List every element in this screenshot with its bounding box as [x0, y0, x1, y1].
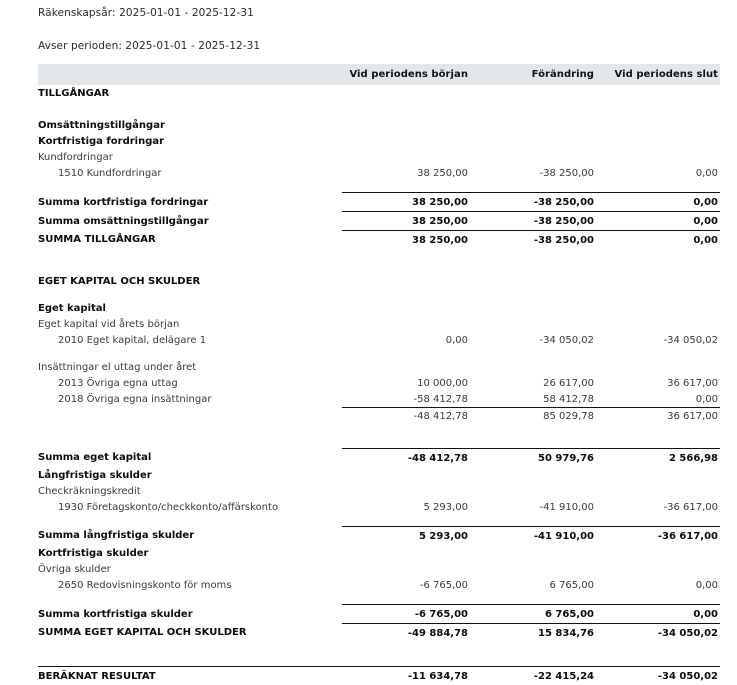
spacer-row — [38, 515, 720, 527]
row-value-end — [594, 561, 720, 577]
row-value-start: 5 293,00 — [342, 527, 468, 546]
row-value-change — [468, 316, 594, 332]
table-row — [38, 149, 720, 165]
row-label: Eget kapital vid årets början — [38, 316, 342, 332]
row-value-start: -49 884,78 — [342, 624, 468, 643]
row-label: TILLGÅNGAR — [38, 85, 342, 101]
spacer-cell — [38, 593, 342, 605]
spacer-row — [38, 348, 720, 359]
row-label: EGET KAPITAL OCH SKULDER — [38, 273, 342, 289]
row-label: 1930 Företagskonto/checkkonto/affärskonto — [38, 499, 342, 515]
row-value-end — [594, 545, 720, 561]
row-value-change: -41 910,00 — [468, 499, 594, 515]
row-value-end: -34 050,02 — [594, 667, 720, 685]
row-value-end: -36 617,00 — [594, 527, 720, 546]
table-header — [38, 64, 720, 85]
table-row — [38, 332, 720, 348]
spacer-cell — [342, 515, 468, 527]
row-value-end: 0,00 — [594, 605, 720, 624]
spacer-row — [38, 424, 720, 449]
row-value-start: 38 250,00 — [342, 212, 468, 231]
table-row — [38, 359, 720, 375]
row-value-start — [342, 359, 468, 375]
row-value-change: 85 029,78 — [468, 408, 594, 425]
row-label: 2013 Övriga egna uttag — [38, 375, 342, 391]
spacer-row — [38, 642, 720, 667]
spacer-cell — [38, 289, 342, 300]
row-value-change: -22 415,24 — [468, 667, 594, 685]
period-line: Avser perioden: 2025-01-01 - 2025-12-31 — [38, 40, 260, 52]
row-value-end — [594, 273, 720, 289]
row-label: Omsättningstillgångar — [38, 117, 342, 133]
row-value-start: 0,00 — [342, 332, 468, 348]
row-label: Summa kortfristiga skulder — [38, 605, 342, 624]
table-row — [38, 231, 720, 250]
row-label: Kundfordringar — [38, 149, 342, 165]
row-value-change: -34 050,02 — [468, 332, 594, 348]
spacer-cell — [342, 593, 468, 605]
row-value-start — [342, 85, 468, 101]
spacer-cell — [594, 515, 720, 527]
row-label: Summa kortfristiga fordringar — [38, 193, 342, 212]
row-value-end: 0,00 — [594, 165, 720, 181]
row-value-change — [468, 545, 594, 561]
table-row — [38, 561, 720, 577]
row-value-start — [342, 149, 468, 165]
column-header-start: Vid periodens början — [342, 64, 468, 85]
spacer-row — [38, 181, 720, 193]
spacer-cell — [594, 593, 720, 605]
row-value-change: 6 765,00 — [468, 605, 594, 624]
row-label: 2650 Redovisningskonto för moms — [38, 577, 342, 593]
row-value-end: 36 617,00 — [594, 375, 720, 391]
row-value-end — [594, 133, 720, 149]
table-row — [38, 624, 720, 643]
row-label: SUMMA TILLGÅNGAR — [38, 231, 342, 250]
balance-table — [38, 64, 720, 685]
row-value-start: -6 765,00 — [342, 577, 468, 593]
table-row — [38, 408, 720, 425]
table-row — [38, 375, 720, 391]
spacer-cell — [594, 181, 720, 193]
spacer-cell — [594, 249, 720, 273]
spacer-cell — [38, 348, 342, 359]
row-label: Långfristiga skulder — [38, 467, 342, 483]
row-value-end: 0,00 — [594, 391, 720, 408]
row-value-change: -38 250,00 — [468, 193, 594, 212]
row-value-change: -41 910,00 — [468, 527, 594, 546]
row-label: Summa långfristiga skulder — [38, 527, 342, 546]
spacer-cell — [342, 424, 468, 449]
column-header-change: Förändring — [468, 64, 594, 85]
row-value-end: 36 617,00 — [594, 408, 720, 425]
row-label: Kortfristiga skulder — [38, 545, 342, 561]
table-row — [38, 545, 720, 561]
row-value-change — [468, 273, 594, 289]
row-label: 2018 Övriga egna insättningar — [38, 391, 342, 408]
spacer-cell — [38, 181, 342, 193]
row-value-change: 15 834,76 — [468, 624, 594, 643]
row-value-start: -11 634,78 — [342, 667, 468, 685]
row-value-end — [594, 483, 720, 499]
spacer-cell — [38, 249, 342, 273]
row-value-start — [342, 117, 468, 133]
table-row — [38, 577, 720, 593]
column-header-label — [38, 64, 342, 85]
row-label: Checkräkningskredit — [38, 483, 342, 499]
row-value-change: 6 765,00 — [468, 577, 594, 593]
spacer-row — [38, 593, 720, 605]
row-value-end — [594, 149, 720, 165]
row-value-end — [594, 117, 720, 133]
row-label: SUMMA EGET KAPITAL OCH SKULDER — [38, 624, 342, 643]
spacer-cell — [38, 424, 342, 449]
row-value-change — [468, 483, 594, 499]
spacer-cell — [468, 593, 594, 605]
row-value-change — [468, 117, 594, 133]
spacer-cell — [342, 642, 468, 667]
balance-table-wrapper — [38, 64, 720, 685]
table-row — [38, 467, 720, 483]
row-label: BERÄKNAT RESULTAT — [38, 667, 342, 685]
spacer-cell — [468, 249, 594, 273]
table-row — [38, 667, 720, 685]
row-value-end — [594, 85, 720, 101]
row-value-start — [342, 300, 468, 316]
spacer-cell — [468, 515, 594, 527]
row-value-end — [594, 316, 720, 332]
row-value-end: -36 617,00 — [594, 499, 720, 515]
row-value-change — [468, 561, 594, 577]
table-row — [38, 133, 720, 149]
row-value-end — [594, 359, 720, 375]
row-value-start: -6 765,00 — [342, 605, 468, 624]
row-value-change — [468, 359, 594, 375]
spacer-cell — [468, 181, 594, 193]
row-value-start — [342, 561, 468, 577]
row-value-start — [342, 273, 468, 289]
spacer-cell — [38, 101, 342, 117]
row-value-change — [468, 149, 594, 165]
row-label: 2010 Eget kapital, delägare 1 — [38, 332, 342, 348]
spacer-row — [38, 249, 720, 273]
table-row — [38, 527, 720, 546]
table-row — [38, 165, 720, 181]
row-value-start — [342, 483, 468, 499]
table-row — [38, 273, 720, 289]
spacer-cell — [342, 181, 468, 193]
row-value-start: 38 250,00 — [342, 165, 468, 181]
row-value-change — [468, 133, 594, 149]
fiscal-year-line: Räkenskapsår: 2025-01-01 - 2025-12-31 — [38, 7, 254, 19]
spacer-cell — [468, 101, 594, 117]
spacer-cell — [38, 642, 342, 667]
header-row — [38, 64, 720, 85]
row-value-change — [468, 85, 594, 101]
row-value-end: 2 566,98 — [594, 449, 720, 468]
row-label: Insättningar el uttag under året — [38, 359, 342, 375]
row-value-start — [342, 133, 468, 149]
row-value-end: -34 050,02 — [594, 624, 720, 643]
row-value-change: 26 617,00 — [468, 375, 594, 391]
table-row — [38, 117, 720, 133]
spacer-cell — [468, 348, 594, 359]
spacer-cell — [468, 289, 594, 300]
row-value-change: -38 250,00 — [468, 231, 594, 250]
column-header-end: Vid periodens slut — [594, 64, 720, 85]
row-value-start: -58 412,78 — [342, 391, 468, 408]
spacer-cell — [594, 348, 720, 359]
row-value-change: 58 412,78 — [468, 391, 594, 408]
row-value-change: 50 979,76 — [468, 449, 594, 468]
row-value-start: 38 250,00 — [342, 231, 468, 250]
table-row — [38, 605, 720, 624]
row-value-start: 38 250,00 — [342, 193, 468, 212]
spacer-cell — [342, 289, 468, 300]
spacer-cell — [468, 424, 594, 449]
table-row — [38, 212, 720, 231]
spacer-cell — [38, 515, 342, 527]
spacer-cell — [594, 642, 720, 667]
table-body — [38, 85, 720, 685]
row-label: Summa omsättningstillgångar — [38, 212, 342, 231]
table-row — [38, 85, 720, 101]
row-value-start — [342, 316, 468, 332]
row-value-start — [342, 545, 468, 561]
spacer-cell — [342, 249, 468, 273]
row-value-end: 0,00 — [594, 231, 720, 250]
spacer-row — [38, 289, 720, 300]
row-label — [38, 408, 342, 425]
row-value-end: -34 050,02 — [594, 332, 720, 348]
spacer-cell — [342, 348, 468, 359]
row-label: Övriga skulder — [38, 561, 342, 577]
row-value-end — [594, 467, 720, 483]
table-row — [38, 483, 720, 499]
spacer-row — [38, 101, 720, 117]
row-value-end: 0,00 — [594, 577, 720, 593]
table-row — [38, 316, 720, 332]
spacer-cell — [468, 642, 594, 667]
row-label: Summa eget kapital — [38, 449, 342, 468]
row-value-end: 0,00 — [594, 212, 720, 231]
table-row — [38, 449, 720, 468]
row-value-change: -38 250,00 — [468, 165, 594, 181]
table-row — [38, 300, 720, 316]
row-value-start — [342, 467, 468, 483]
spacer-cell — [594, 101, 720, 117]
table-row — [38, 499, 720, 515]
row-value-change — [468, 467, 594, 483]
spacer-cell — [342, 101, 468, 117]
spacer-cell — [594, 424, 720, 449]
row-label: 1510 Kundfordringar — [38, 165, 342, 181]
table-row — [38, 391, 720, 408]
row-value-start: 10 000,00 — [342, 375, 468, 391]
row-value-start: -48 412,78 — [342, 408, 468, 425]
row-value-change: -38 250,00 — [468, 212, 594, 231]
row-value-end: 0,00 — [594, 193, 720, 212]
row-value-start: -48 412,78 — [342, 449, 468, 468]
row-label: Eget kapital — [38, 300, 342, 316]
row-label: Kortfristiga fordringar — [38, 133, 342, 149]
table-row — [38, 193, 720, 212]
row-value-start: 5 293,00 — [342, 499, 468, 515]
row-value-end — [594, 300, 720, 316]
row-value-change — [468, 300, 594, 316]
spacer-cell — [594, 289, 720, 300]
